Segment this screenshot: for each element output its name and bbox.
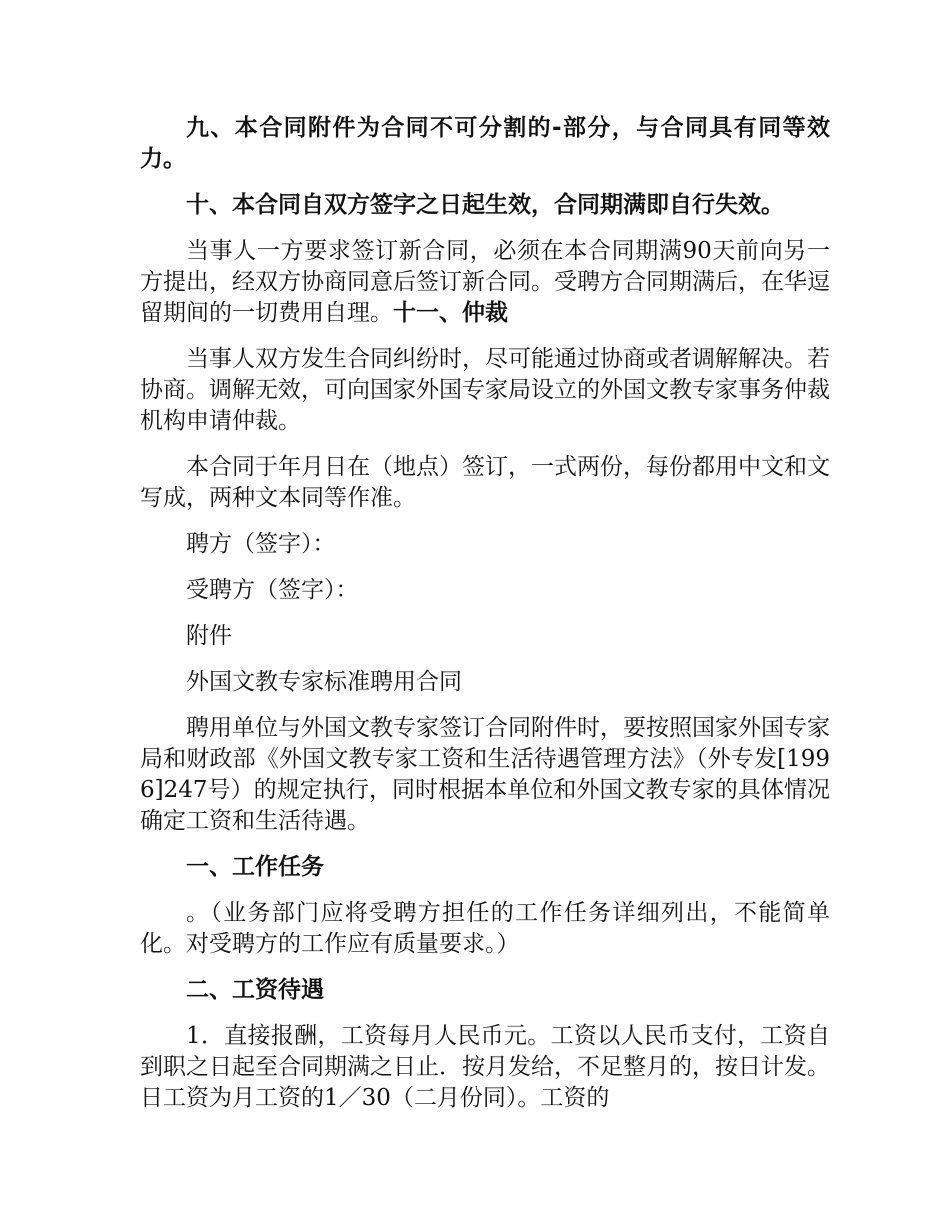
section-salary-heading: 二、工资待遇: [186, 977, 324, 1003]
clause-ten: 十、本合同自双方签字之日起生效，合同期满即自行失效。: [186, 192, 784, 218]
section-work-tasks-heading: 一、工作任务: [186, 854, 324, 880]
attachment-label: 附件: [186, 623, 232, 649]
attachment-intro: 聘用单位与外国文教专家签订合同附件时，要按照国家外国专家局和财政部《外国文教专家工资和生活待遇管理方法》（外专发[1996]247号）的规定执行，同时根据本单位和外国文教专家的具体情况确定工资和生活待遇。: [140, 715, 830, 834]
document-body: [140, 113, 830, 1129]
clause-eleven-heading: 十一、仲裁: [393, 300, 508, 326]
salary-paragraph: 1．直接报酬，工资每月人民币元。工资以人民币支付，工资自到职之日起至合同期满之日止．按月发给，不足整月的，按日计发。日工资为月工资的1／30（二月份同）。工资的: [140, 1023, 830, 1111]
signing-paragraph: 本合同于年月日在（地点）签订，一式两份，每份都用中文和文写成，两种文本同等作准。: [140, 454, 830, 511]
clause-nine: 九、本合同附件为合同不可分割的-部分，与合同具有同等效力。: [140, 115, 830, 172]
employer-signature-line: 聘方（签字）：: [186, 531, 336, 557]
attachment-title: 外国文教专家标准聘用合同: [186, 669, 462, 695]
work-tasks-paragraph: 。（业务部门应将受聘方担任的工作任务详细列出，不能简单化。对受聘方的工作应有质量要求。）: [140, 900, 830, 957]
renewal-text: 当事人一方要求签订新合同，必须在本合同期满90天前向另一方提出，经双方协商同意后签订新合同。受聘方合同期满后，在华逗留期间的一切费用自理。: [140, 238, 830, 326]
renewal-paragraph: [140, 236, 830, 329]
employee-signature-line: 受聘方（签字）：: [186, 577, 359, 603]
arbitration-paragraph: 当事人双方发生合同纠纷时，尽可能通过协商或者调解解决。若协商。调解无效，可向国家外国专家局设立的外国文教专家事务仲裁机构申请仲裁。: [140, 346, 830, 434]
